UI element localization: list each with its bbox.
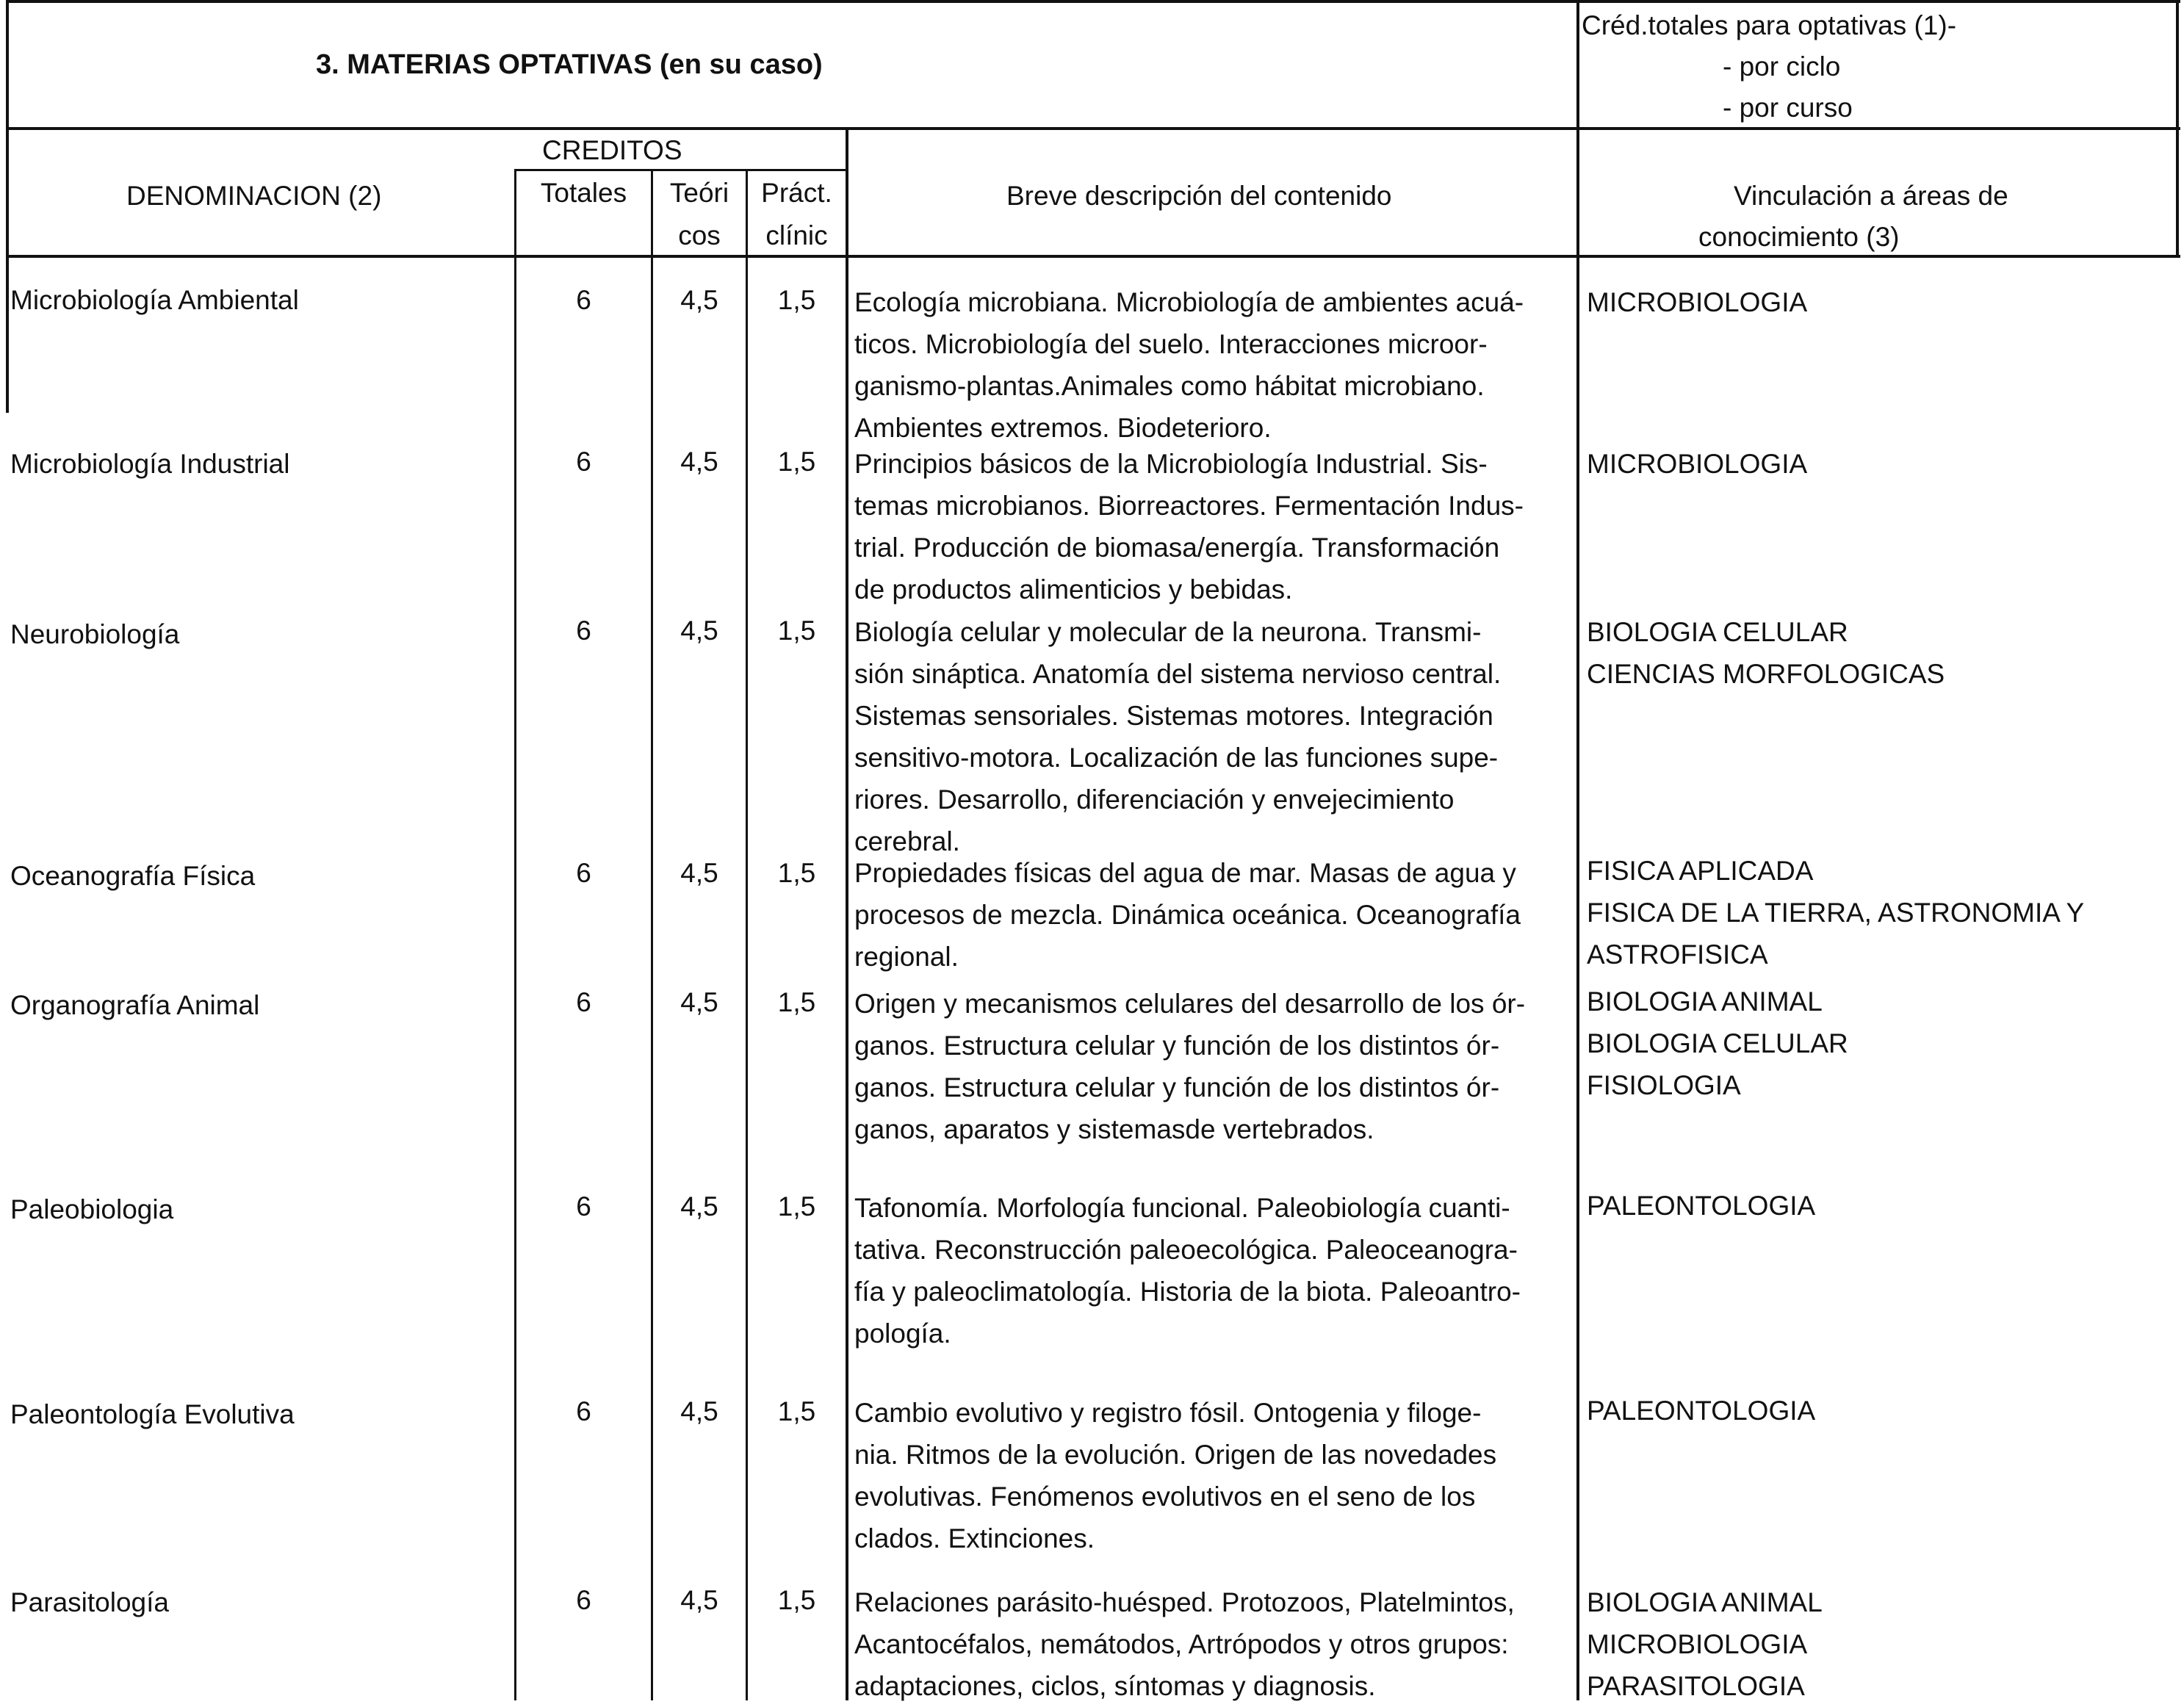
row-name: Organografía Animal [10, 990, 260, 1020]
table-border-left [6, 0, 9, 413]
row-totales: 6 [576, 987, 591, 1017]
description-line: Propiedades físicas del agua de mar. Masas de agua y [854, 858, 1516, 888]
description-line: Sistemas sensoriales. Sistemas motores. Integración [854, 701, 1493, 731]
row-practicos: 1,5 [777, 285, 816, 315]
area-line: PARASITOLOGIA [1587, 1671, 1805, 1701]
row-areas [1587, 1390, 1815, 1432]
vinculacion-header-line-2: conocimiento (3) [1698, 222, 1900, 252]
row-description [854, 1187, 1582, 1354]
description-line: clados. Extinciones. [854, 1523, 1095, 1553]
description-line: nia. Ritmos de la evolución. Origen de las novedades [854, 1440, 1497, 1470]
row-teoricos: 4,5 [680, 1585, 718, 1615]
area-line: ASTROFISICA [1587, 939, 1768, 970]
row-name: Parasitología [10, 1587, 169, 1617]
area-line: BIOLOGIA CELULAR [1587, 617, 1848, 647]
col-line-descripcion [846, 129, 848, 1700]
description-line: evolutivas. Fenómenos evolutivos en el seno de los [854, 1482, 1476, 1512]
row-totales: 6 [576, 1191, 591, 1221]
row-teoricos: 4,5 [680, 285, 718, 315]
row-areas [1587, 611, 1945, 695]
description-line: de productos alimenticios y bebidas. [854, 574, 1293, 605]
area-line: MICROBIOLOGIA [1587, 1629, 1808, 1659]
row-areas [1587, 281, 1807, 323]
table-border-top [6, 0, 2180, 3]
description-line: regional. [854, 942, 959, 972]
description-line: ganos. Estructura celular y función de los distintos ór- [854, 1031, 1500, 1061]
description-line: pología. [854, 1318, 951, 1349]
row-areas [1587, 443, 1807, 485]
area-line: BIOLOGIA CELULAR [1587, 1028, 1848, 1058]
row-name: Oceanografía Física [10, 861, 256, 891]
descripcion-header: Breve descripción del contenido [1006, 181, 1392, 211]
credits-note-line-1: Créd.totales para optativas (1)- [1582, 10, 1957, 40]
area-line: MICROBIOLOGIA [1587, 287, 1808, 317]
denominacion-header: DENOMINACION (2) [126, 181, 382, 211]
row-totales: 6 [576, 616, 591, 646]
row-areas [1587, 850, 2084, 975]
row-areas [1587, 1581, 1823, 1707]
col-line-practicos [746, 169, 748, 1700]
row-totales: 6 [576, 285, 591, 315]
row-description [854, 1392, 1582, 1559]
row-teoricos: 4,5 [680, 1396, 718, 1426]
area-line: CIENCIAS MORFOLOGICAS [1587, 659, 1945, 689]
col-line-totales [514, 169, 516, 1700]
row-totales: 6 [576, 1585, 591, 1615]
area-line: PALEONTOLOGIA [1587, 1191, 1816, 1221]
row-areas [1587, 981, 1848, 1106]
row-practicos: 1,5 [777, 1585, 816, 1615]
practicos-header-line-1: Práct. [761, 178, 832, 208]
row-name: Microbiología Industrial [10, 449, 290, 479]
description-line: fía y paleoclimatología. Historia de la biota. Paleoantro- [854, 1277, 1521, 1307]
creditos-header: CREDITOS [542, 135, 682, 165]
row-totales: 6 [576, 1396, 591, 1426]
col-line-teoricos [651, 169, 653, 1700]
row-teoricos: 4,5 [680, 447, 718, 477]
row-name: Neurobiología [10, 619, 180, 649]
description-line: Principios básicos de la Microbiología Industrial. Sis- [854, 449, 1488, 479]
area-line: MICROBIOLOGIA [1587, 449, 1808, 479]
row-name: Paleontología Evolutiva [10, 1399, 295, 1429]
section-title: 3. MATERIAS OPTATIVAS (en su caso) [316, 49, 823, 80]
description-line: ticos. Microbiología del suelo. Interacciones microor- [854, 329, 1488, 359]
credits-note-line-2: - por ciclo [1723, 51, 1841, 82]
row-teoricos: 4,5 [680, 1191, 718, 1221]
description-line: sensitivo-motora. Localización de las funciones supe- [854, 743, 1499, 773]
row-description [854, 983, 1582, 1150]
area-line: BIOLOGIA ANIMAL [1587, 986, 1823, 1017]
description-line: sión sináptica. Anatomía del sistema nervioso central. [854, 659, 1502, 689]
row-practicos: 1,5 [777, 987, 816, 1017]
row-practicos: 1,5 [777, 616, 816, 646]
area-line: PALEONTOLOGIA [1587, 1396, 1816, 1426]
row-practicos: 1,5 [777, 858, 816, 888]
description-line: ganismo-plantas.Animales como hábitat microbiano. [854, 371, 1485, 401]
row-totales: 6 [576, 447, 591, 477]
vinculacion-header-line-1: Vinculación a áreas de [1734, 181, 2008, 211]
description-line: Acantocéfalos, nemátodos, Artrópodos y otros grupos: [854, 1629, 1509, 1659]
row-teoricos: 4,5 [680, 616, 718, 646]
row-description [854, 281, 1582, 449]
teoricos-header-line-1: Teóri [669, 178, 729, 208]
row-practicos: 1,5 [777, 1396, 816, 1426]
description-line: Biología celular y molecular de la neurona. Transmi- [854, 617, 1482, 647]
row-description [854, 852, 1582, 978]
description-line: Origen y mecanismos celulares del desarrollo de los ór- [854, 989, 1526, 1019]
description-line: Tafonomía. Morfología funcional. Paleobiología cuanti- [854, 1193, 1510, 1223]
description-line: ganos, aparatos y sistemasde vertebrados. [854, 1114, 1374, 1144]
row-areas [1587, 1185, 1815, 1227]
row-description [854, 1581, 1582, 1707]
row-totales: 6 [576, 858, 591, 888]
description-line: Ecología microbiana. Microbiología de ambientes acuá- [854, 287, 1524, 317]
row-description [854, 611, 1582, 862]
totales-header: Totales [540, 178, 627, 208]
credits-note-line-3: - por curso [1723, 93, 1853, 123]
description-line: procesos de mezcla. Dinámica oceánica. Oceanografía [854, 900, 1521, 930]
description-line: Cambio evolutivo y registro fósil. Ontogenia y filoge- [854, 1398, 1482, 1428]
area-line: FISICA APLICADA [1587, 856, 1814, 886]
description-line: trial. Producción de biomasa/energía. Transformación [854, 533, 1500, 563]
area-line: FISIOLOGIA [1587, 1070, 1741, 1100]
row-teoricos: 4,5 [680, 858, 718, 888]
area-line: BIOLOGIA ANIMAL [1587, 1587, 1823, 1617]
description-line: Ambientes extremos. Biodeterioro. [854, 413, 1272, 443]
description-line: Relaciones parásito-huésped. Protozoos, Platelmintos, [854, 1587, 1515, 1617]
description-line: cerebral. [854, 826, 960, 856]
teoricos-header-line-2: cos [678, 220, 721, 250]
description-line: tativa. Reconstrucción paleoecológica. Paleoceanogra- [854, 1235, 1518, 1265]
practicos-header-line-2: clínic [765, 220, 828, 250]
description-line: temas microbianos. Biorreactores. Fermentación Indus- [854, 491, 1524, 521]
description-line: adaptaciones, ciclos, síntomas y diagnosis. [854, 1671, 1376, 1701]
row-name: Paleobiologia [10, 1194, 174, 1224]
row-description [854, 443, 1582, 610]
row-name: Microbiología Ambiental [10, 285, 299, 315]
description-line: ganos. Estructura celular y función de los distintos ór- [854, 1072, 1500, 1102]
row-teoricos: 4,5 [680, 987, 718, 1017]
header-divider [6, 127, 2180, 130]
area-line: FISICA DE LA TIERRA, ASTRONOMIA Y [1587, 898, 2085, 928]
row-practicos: 1,5 [777, 447, 816, 477]
row-practicos: 1,5 [777, 1191, 816, 1221]
description-line: riores. Desarrollo, diferenciación y envejecimiento [854, 784, 1455, 815]
